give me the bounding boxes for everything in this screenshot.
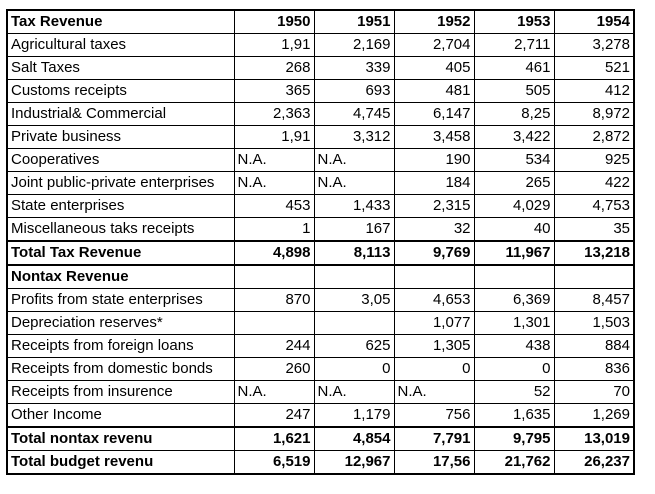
- value-cell[interactable]: 1,621: [234, 427, 314, 451]
- value-cell[interactable]: 339: [314, 57, 394, 80]
- value-cell[interactable]: 693: [314, 80, 394, 103]
- value-cell[interactable]: 1,503: [554, 312, 634, 335]
- value-cell[interactable]: [474, 265, 554, 289]
- value-cell[interactable]: 260: [234, 358, 314, 381]
- spreadsheet: [6, 9, 635, 475]
- value-cell[interactable]: 8,457: [554, 289, 634, 312]
- value-cell[interactable]: 2,169: [314, 34, 394, 57]
- value-cell[interactable]: 13,218: [554, 241, 634, 265]
- table-row: [7, 34, 634, 57]
- table-row: [7, 381, 634, 404]
- value-cell[interactable]: 925: [554, 149, 634, 172]
- value-cell[interactable]: 412: [554, 80, 634, 103]
- row-label-cell[interactable]: Cooperatives: [7, 149, 234, 172]
- value-cell[interactable]: [554, 265, 634, 289]
- value-cell[interactable]: 184: [394, 172, 474, 195]
- value-cell[interactable]: 265: [474, 172, 554, 195]
- value-cell[interactable]: 6,369: [474, 289, 554, 312]
- value-cell[interactable]: 453: [234, 195, 314, 218]
- value-cell[interactable]: 52: [474, 381, 554, 404]
- row-label-cell[interactable]: Private business: [7, 126, 234, 149]
- table-row: [7, 80, 634, 103]
- value-cell[interactable]: 2,872: [554, 126, 634, 149]
- table-row: [7, 218, 634, 242]
- row-label-cell[interactable]: Receipts from foreign loans: [7, 335, 234, 358]
- value-cell[interactable]: 4,898: [234, 241, 314, 265]
- value-cell[interactable]: N.A.: [314, 149, 394, 172]
- value-cell[interactable]: 461: [474, 57, 554, 80]
- value-cell[interactable]: 884: [554, 335, 634, 358]
- value-cell[interactable]: 244: [234, 335, 314, 358]
- table-row: [7, 149, 634, 172]
- value-cell[interactable]: 1,91: [234, 126, 314, 149]
- value-cell[interactable]: [314, 265, 394, 289]
- value-cell[interactable]: 1,433: [314, 195, 394, 218]
- value-cell[interactable]: 190: [394, 149, 474, 172]
- value-cell[interactable]: 9,769: [394, 241, 474, 265]
- table-row: [7, 57, 634, 80]
- value-cell[interactable]: 365: [234, 80, 314, 103]
- value-cell[interactable]: N.A.: [234, 149, 314, 172]
- value-cell[interactable]: 2,711: [474, 34, 554, 57]
- value-cell[interactable]: 3,05: [314, 289, 394, 312]
- value-cell[interactable]: 6,147: [394, 103, 474, 126]
- table-row: [7, 358, 634, 381]
- value-cell[interactable]: [234, 312, 314, 335]
- row-label-cell[interactable]: Miscellaneous taks receipts: [7, 218, 234, 242]
- value-cell[interactable]: 247: [234, 404, 314, 428]
- value-cell[interactable]: 26,237: [554, 451, 634, 475]
- value-cell[interactable]: 8,113: [314, 241, 394, 265]
- value-cell[interactable]: 1,269: [554, 404, 634, 428]
- table-row: [7, 172, 634, 195]
- header-cell[interactable]: 1952: [394, 10, 474, 34]
- value-cell[interactable]: 405: [394, 57, 474, 80]
- value-cell[interactable]: 534: [474, 149, 554, 172]
- value-cell[interactable]: 12,967: [314, 451, 394, 475]
- table-row: [7, 126, 634, 149]
- value-cell[interactable]: 0: [474, 358, 554, 381]
- value-cell[interactable]: 1,635: [474, 404, 554, 428]
- row-label-cell[interactable]: Nontax Revenue: [7, 265, 234, 289]
- row-label-cell[interactable]: Depreciation reserves*: [7, 312, 234, 335]
- header-cell[interactable]: 1954: [554, 10, 634, 34]
- table-row: [7, 195, 634, 218]
- table-row: [7, 103, 634, 126]
- value-cell[interactable]: 1,179: [314, 404, 394, 428]
- value-cell[interactable]: 438: [474, 335, 554, 358]
- value-cell[interactable]: 4,753: [554, 195, 634, 218]
- value-cell[interactable]: 21,762: [474, 451, 554, 475]
- table-row: [7, 427, 634, 451]
- value-cell[interactable]: 1,91: [234, 34, 314, 57]
- value-cell[interactable]: 2,363: [234, 103, 314, 126]
- value-cell[interactable]: 1: [234, 218, 314, 242]
- table-row: [7, 451, 634, 475]
- table-row: [7, 312, 634, 335]
- value-cell[interactable]: [234, 265, 314, 289]
- table-row: [7, 404, 634, 428]
- header-cell[interactable]: 1951: [314, 10, 394, 34]
- value-cell[interactable]: 8,25: [474, 103, 554, 126]
- value-cell[interactable]: N.A.: [394, 381, 474, 404]
- header-row: [7, 10, 634, 34]
- table-row: [7, 335, 634, 358]
- value-cell[interactable]: 3,312: [314, 126, 394, 149]
- value-cell[interactable]: 167: [314, 218, 394, 242]
- value-cell[interactable]: 422: [554, 172, 634, 195]
- header-cell[interactable]: Tax Revenue: [7, 10, 234, 34]
- row-label-cell[interactable]: Total budget revenu: [7, 451, 234, 475]
- value-cell[interactable]: 13,019: [554, 427, 634, 451]
- value-cell[interactable]: 1,077: [394, 312, 474, 335]
- header-cell[interactable]: 1953: [474, 10, 554, 34]
- row-label-cell[interactable]: Salt Taxes: [7, 57, 234, 80]
- value-cell[interactable]: 9,795: [474, 427, 554, 451]
- value-cell[interactable]: N.A.: [314, 381, 394, 404]
- table-row: [7, 265, 634, 289]
- value-cell[interactable]: 2,704: [394, 34, 474, 57]
- value-cell[interactable]: [314, 312, 394, 335]
- value-cell[interactable]: 70: [554, 381, 634, 404]
- value-cell[interactable]: 756: [394, 404, 474, 428]
- value-cell[interactable]: 4,745: [314, 103, 394, 126]
- value-cell[interactable]: 17,56: [394, 451, 474, 475]
- value-cell[interactable]: 1,301: [474, 312, 554, 335]
- value-cell[interactable]: 625: [314, 335, 394, 358]
- row-label-cell[interactable]: Profits from state enterprises: [7, 289, 234, 312]
- value-cell[interactable]: [394, 265, 474, 289]
- row-label-cell[interactable]: Total nontax revenu: [7, 427, 234, 451]
- row-label-cell[interactable]: Other Income: [7, 404, 234, 428]
- value-cell[interactable]: 521: [554, 57, 634, 80]
- value-cell[interactable]: 4,029: [474, 195, 554, 218]
- row-label-cell[interactable]: Total Tax Revenue: [7, 241, 234, 265]
- row-label-cell[interactable]: Joint public-private enterprises: [7, 172, 234, 195]
- value-cell[interactable]: 481: [394, 80, 474, 103]
- value-cell[interactable]: N.A.: [234, 381, 314, 404]
- value-cell[interactable]: 0: [314, 358, 394, 381]
- value-cell[interactable]: 0: [394, 358, 474, 381]
- value-cell[interactable]: 2,315: [394, 195, 474, 218]
- table-row: [7, 241, 634, 265]
- value-cell[interactable]: 11,967: [474, 241, 554, 265]
- value-cell[interactable]: 870: [234, 289, 314, 312]
- value-cell[interactable]: N.A.: [234, 172, 314, 195]
- row-label-cell[interactable]: Industrial& Commercial: [7, 103, 234, 126]
- value-cell[interactable]: 40: [474, 218, 554, 242]
- value-cell[interactable]: 7,791: [394, 427, 474, 451]
- row-label-cell[interactable]: Customs receipts: [7, 80, 234, 103]
- value-cell[interactable]: 1,305: [394, 335, 474, 358]
- value-cell[interactable]: 3,278: [554, 34, 634, 57]
- value-cell[interactable]: N.A.: [314, 172, 394, 195]
- value-cell[interactable]: 3,458: [394, 126, 474, 149]
- row-label-cell[interactable]: State enterprises: [7, 195, 234, 218]
- table-row: [7, 289, 634, 312]
- value-cell[interactable]: 4,854: [314, 427, 394, 451]
- value-cell[interactable]: 35: [554, 218, 634, 242]
- value-cell[interactable]: 8,972: [554, 103, 634, 126]
- revenue-table: [6, 9, 635, 475]
- value-cell[interactable]: 4,653: [394, 289, 474, 312]
- value-cell[interactable]: 32: [394, 218, 474, 242]
- value-cell[interactable]: 505: [474, 80, 554, 103]
- row-label-cell[interactable]: Agricultural taxes: [7, 34, 234, 57]
- value-cell[interactable]: 6,519: [234, 451, 314, 475]
- header-cell[interactable]: 1950: [234, 10, 314, 34]
- value-cell[interactable]: 836: [554, 358, 634, 381]
- row-label-cell[interactable]: Receipts from domestic bonds: [7, 358, 234, 381]
- value-cell[interactable]: 268: [234, 57, 314, 80]
- value-cell[interactable]: 3,422: [474, 126, 554, 149]
- row-label-cell[interactable]: Receipts from insurence: [7, 381, 234, 404]
